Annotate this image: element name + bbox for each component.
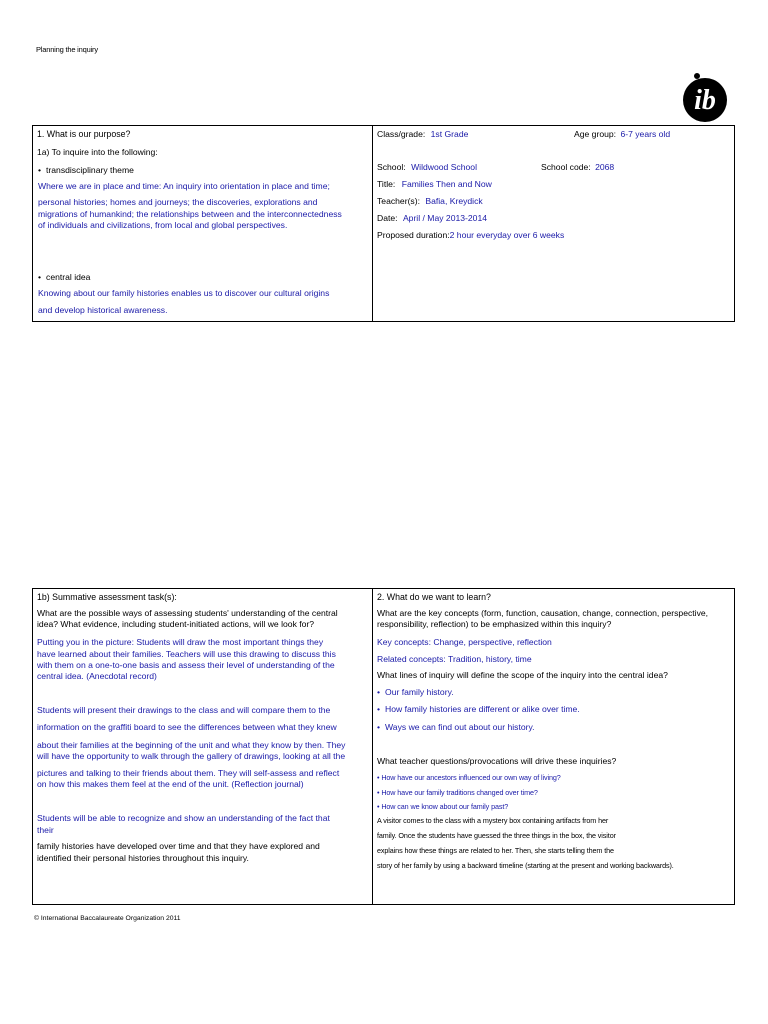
p2-line-1: Students will present their drawings to the class and will compare them to the	[37, 705, 331, 715]
title-value: Families Then and Now	[401, 179, 492, 189]
footer-copyright: © International Baccalaureate Organization 2011	[34, 915, 181, 922]
age-group-label: Age group:	[574, 129, 617, 139]
section1b-question-2: idea? What evidence, including student-initiated actions, will we look for?	[37, 619, 315, 629]
line-of-inquiry-2: • How family histories are different or alike over time.	[377, 704, 580, 716]
section1b-title: 1b) Summative assessment task(s):	[37, 592, 177, 602]
school-code-value: 2068	[595, 162, 615, 172]
central-idea-label: • central idea	[38, 272, 90, 284]
p3-line-4: identified their personal histories throughout this inquiry.	[37, 853, 249, 863]
title-row	[377, 179, 492, 191]
provocation-line-4: story of her family by using a backward timeline (starting at the present and working backwards).	[377, 861, 674, 870]
date-label: Date:	[377, 213, 398, 223]
age-group-row	[574, 129, 670, 141]
duration-row	[377, 230, 564, 242]
p2-line-6: on how this makes them feel at the end of the unit. (Reflection journal)	[37, 779, 304, 789]
school-code-label: School code:	[541, 162, 591, 172]
provocation-line-3: explains how these things are related to her. Then, she starts telling them the	[377, 846, 614, 855]
class-grade-label: Class/grade:	[377, 129, 426, 139]
teacher-value: Bafia, Kreydick	[425, 196, 483, 206]
ib-logo-text: ib	[694, 85, 716, 116]
p2-line-4: will have the opportunity to walk through the gallery of drawings, looking at all the	[37, 751, 346, 761]
date-value: April / May 2013-2014	[402, 213, 488, 223]
duration-label: Proposed duration:	[377, 230, 450, 240]
school-value: Wildwood School	[411, 162, 477, 172]
ib-logo	[678, 72, 730, 124]
p1-line-2: have learned about their families. Teachers will use this drawing to discuss this	[37, 649, 336, 659]
section2-question3: What teacher questions/provocations will drive these inquiries?	[377, 756, 617, 766]
p2-line-5: pictures and talking to their friends about them. They will self-assess and reflect	[37, 768, 340, 778]
theme-label: • transdisciplinary theme	[38, 165, 134, 177]
school-label: School:	[377, 162, 406, 172]
section1-subtitle: 1a) To inquire into the following:	[37, 147, 158, 157]
provocation-line-2: family. Once the students have guessed the three things in the box, the visitor	[377, 831, 616, 840]
key-concepts: Key concepts: Change, perspective, reflection	[377, 637, 552, 647]
age-group-value: 6-7 years old	[620, 129, 671, 139]
central-idea-line-1: Knowing about our family histories enables us to discover our cultural origins	[38, 288, 330, 298]
p2-line-3: about their families at the beginning of the unit and what they know by then. They	[37, 740, 346, 750]
class-grade-row	[377, 129, 468, 141]
teacher-question-2: • How have our family traditions changed over time?	[377, 788, 538, 797]
theme-line-1: Where we are in place and time: An inquiry into orientation in place and time;	[38, 181, 330, 191]
p2-line-2: information on the graffiti board to see the differences between what they knew	[37, 722, 337, 732]
class-grade-value: 1st Grade	[430, 129, 469, 139]
p3-line-3: family histories have developed over time and that they have explored and	[37, 841, 320, 851]
line-of-inquiry-3: • Ways we can find out about our history.	[377, 722, 535, 734]
section2-question1-line-2: responsibility, reflection) to be emphasized within this inquiry?	[377, 619, 612, 629]
school-row	[377, 162, 477, 174]
teacher-row	[377, 196, 483, 208]
duration-value: 2 hour everyday over 6 weeks	[449, 230, 565, 240]
theme-line-4: of individuals and civilizations, from local and global perspectives.	[38, 220, 288, 230]
date-row	[377, 213, 487, 225]
p1-line-1: Putting you in the picture: Students will draw the most important things they	[37, 637, 324, 647]
related-concepts: Related concepts: Tradition, history, time	[377, 654, 532, 664]
school-code-row	[541, 162, 614, 174]
section1-title: 1. What is our purpose?	[37, 129, 131, 139]
teacher-question-3: • How can we know about our family past?	[377, 802, 509, 811]
title-label: Title:	[377, 179, 396, 189]
assessment-table-divider	[372, 588, 373, 905]
section1b-question-1: What are the possible ways of assessing students' understanding of the central	[37, 608, 338, 618]
teacher-question-1: • How have our ancestors influenced our own way of living?	[377, 773, 561, 782]
central-idea-line-2: and develop historical awareness.	[38, 305, 168, 315]
p1-line-4: central idea. (Anecdotal record)	[37, 671, 157, 681]
section2-title: 2. What do we want to learn?	[377, 592, 491, 602]
p3-line-1: Students will be able to recognize and show an understanding of the fact that	[37, 813, 330, 823]
header-title: Planning the inquiry	[36, 45, 98, 54]
provocation-line-1: A visitor comes to the class with a mystery box containing artifacts from her	[377, 816, 609, 825]
teacher-label: Teacher(s):	[377, 196, 420, 206]
section2-question1-line-1: What are the key concepts (form, function, causation, change, connection, perspective,	[377, 608, 709, 618]
theme-line-3: migrations of humankind; the relationships between and the interconnectedness	[38, 209, 342, 219]
p1-line-3: with them on a one-to-one basis and assess their level of understanding of the	[37, 660, 335, 670]
purpose-table-divider	[372, 125, 373, 322]
line-of-inquiry-1: • Our family history.	[377, 687, 454, 699]
theme-line-2: personal histories; homes and journeys; the discoveries, explorations and	[38, 197, 318, 207]
p3-line-2: their	[37, 825, 54, 835]
section2-question2: What lines of inquiry will define the scope of the inquiry into the central idea?	[377, 670, 668, 680]
